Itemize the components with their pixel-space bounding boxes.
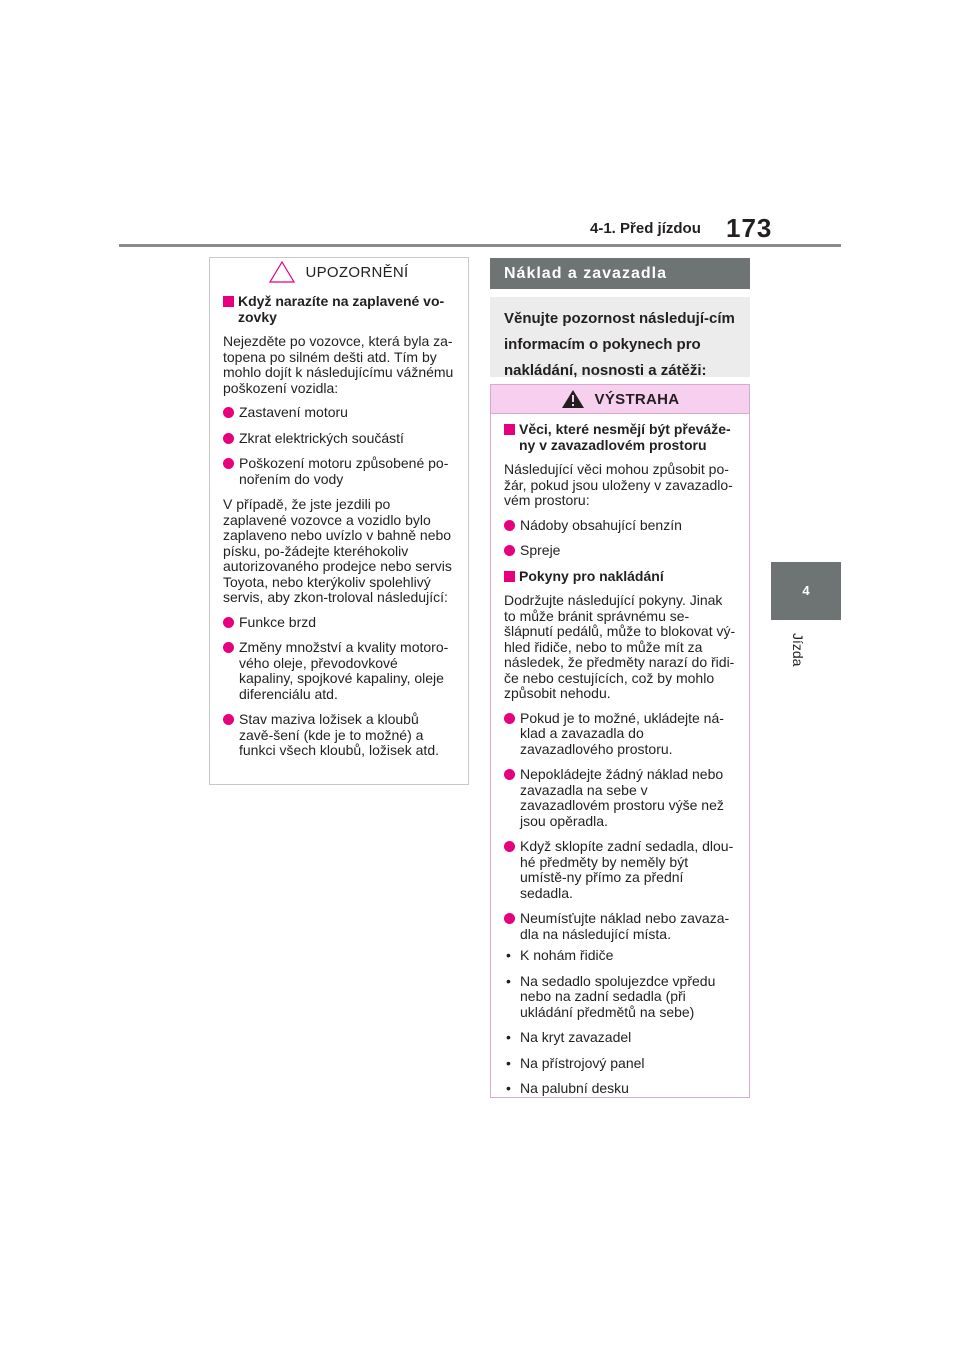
list-item: Nádoby obsahující benzín bbox=[504, 518, 736, 534]
bullet-dot-icon bbox=[504, 713, 515, 724]
header-section-title: 4-1. Před jízdou bbox=[590, 220, 701, 237]
chapter-tab: 4 bbox=[771, 562, 841, 620]
bullet-dot-icon bbox=[223, 642, 234, 653]
warning-title: VÝSTRAHA bbox=[594, 390, 680, 408]
caution-paragraph-2: V případě, že jste jezdili po zaplavené vozovce a vozidlo bylo zaplaveno nebo uvízlo v bahně nebo písku, po-žádejte kteréhokoliv autorizovaného prodejce nebo servis Toyota, nebo kterýkoliv spolehlivý servis, aby zkon-troloval následující: bbox=[223, 496, 452, 605]
caution-heading: Když narazíte na zaplavené vo-zovky bbox=[223, 294, 455, 325]
chapter-label: Jízda bbox=[790, 633, 806, 667]
warning-heading-1: Věci, které nesmějí být převáže-ny v zavazadlovém prostoru bbox=[504, 422, 736, 453]
list-item: Změny množství a kvality motoro-vého oleje, převodovkové kapaliny, spojkové kapaliny, oleje diferenciálu atd. bbox=[223, 640, 455, 702]
caution-header bbox=[210, 258, 468, 286]
caution-list-1 bbox=[223, 405, 455, 487]
warning-list-2 bbox=[504, 711, 736, 943]
list-item: Stav maziva ložisek a kloubů zavě-šení (kde je to možné) a funkci všech kloubů, ložisek atd. bbox=[223, 712, 455, 759]
list-item: Nepokládejte žádný náklad nebo zavazadla na sebe v zavazadlovém prostoru výše než jsou opěradla. bbox=[504, 767, 736, 829]
caution-box bbox=[209, 257, 469, 785]
list-item: Funkce brzd bbox=[223, 615, 455, 631]
page-number: 173 bbox=[726, 213, 773, 243]
warning-paragraph-2: Dodržujte následující pokyny. Jinak to může bránit správnému se-šlápnutí pedálů, může to blokovat vý-hled řidiče, nebo to může mít za následek, že předměty narazí do řidi-če nebo cestujících, což by mohlo způsobit nehodu. bbox=[504, 592, 736, 701]
bullet-dot-icon bbox=[223, 617, 234, 628]
bullet-dot-icon bbox=[504, 913, 515, 924]
bullet-dot-icon bbox=[223, 407, 234, 418]
bullet-dot-icon bbox=[223, 714, 234, 725]
warning-paragraph-1: Následující věci mohou způsobit po-žár, pokud jsou uloženy v zavazadlo-vém prostoru: bbox=[504, 461, 733, 508]
bullet-glyph: • bbox=[506, 1029, 511, 1045]
list-item: • Na sedadlo spolujezdce vpředu nebo na zadní sedadla (při ukládání předmětů na sebe) bbox=[506, 972, 716, 1020]
warning-list-1 bbox=[504, 518, 736, 559]
caution-triangle-icon bbox=[269, 261, 295, 283]
list-item: Poškození motoru způsobené po-nořením do vody bbox=[223, 456, 455, 487]
list-item: • Na palubní desku bbox=[506, 1080, 629, 1096]
square-marker-icon bbox=[504, 424, 515, 435]
caution-title: UPOZORNĚNÍ bbox=[305, 263, 409, 281]
bullet-glyph: • bbox=[506, 972, 511, 989]
bullet-glyph: • bbox=[506, 1080, 511, 1096]
bullet-dot-icon bbox=[504, 769, 515, 780]
section-intro: Věnujte pozornost následují-cím informacím o pokynech pro nakládání, nosnosti a zátěži: bbox=[490, 297, 750, 377]
warning-triangle-icon bbox=[561, 389, 585, 409]
bullet-dot-icon bbox=[504, 520, 515, 531]
caution-list-2 bbox=[223, 615, 455, 759]
bullet-glyph: • bbox=[506, 947, 511, 963]
list-item: • Na kryt zavazadel bbox=[506, 1029, 632, 1045]
header-rule bbox=[119, 244, 841, 247]
list-item: Pokud je to možné, ukládejte ná-klad a zavazadla do zavazadlového prostoru. bbox=[504, 711, 736, 758]
list-item: Zastavení motoru bbox=[223, 405, 455, 421]
square-marker-icon bbox=[504, 571, 515, 582]
warning-bullet-list bbox=[504, 948, 736, 1097]
list-item: Zkrat elektrických součástí bbox=[223, 431, 455, 447]
bullet-dot-icon bbox=[223, 458, 234, 469]
list-item: • K nohám řidiče bbox=[506, 947, 614, 963]
list-item: Neumísťujte náklad nebo zavaza-dla na následující místa. bbox=[504, 911, 736, 942]
caution-paragraph-1: Nejezděte po vozovce, která byla za-topena po silném dešti atd. Tím by mohlo dojít k následujícímu vážnému poškození vozidla: bbox=[223, 333, 454, 396]
list-item: • Na přístrojový panel bbox=[506, 1054, 645, 1071]
bullet-glyph: • bbox=[506, 1054, 511, 1071]
bullet-dot-icon bbox=[223, 433, 234, 444]
bullet-dot-icon bbox=[504, 841, 515, 852]
list-item: Spreje bbox=[504, 543, 736, 559]
warning-header bbox=[491, 385, 749, 414]
warning-box bbox=[490, 384, 750, 1098]
section-title: Náklad a zavazadla bbox=[490, 258, 750, 289]
square-marker-icon bbox=[223, 296, 234, 307]
list-item: Když sklopíte zadní sedadla, dlou-hé předměty by neměly být umístě-ny přímo za přední sedadla. bbox=[504, 839, 736, 901]
bullet-dot-icon bbox=[504, 545, 515, 556]
warning-heading-2: Pokyny pro nakládání bbox=[504, 569, 736, 585]
